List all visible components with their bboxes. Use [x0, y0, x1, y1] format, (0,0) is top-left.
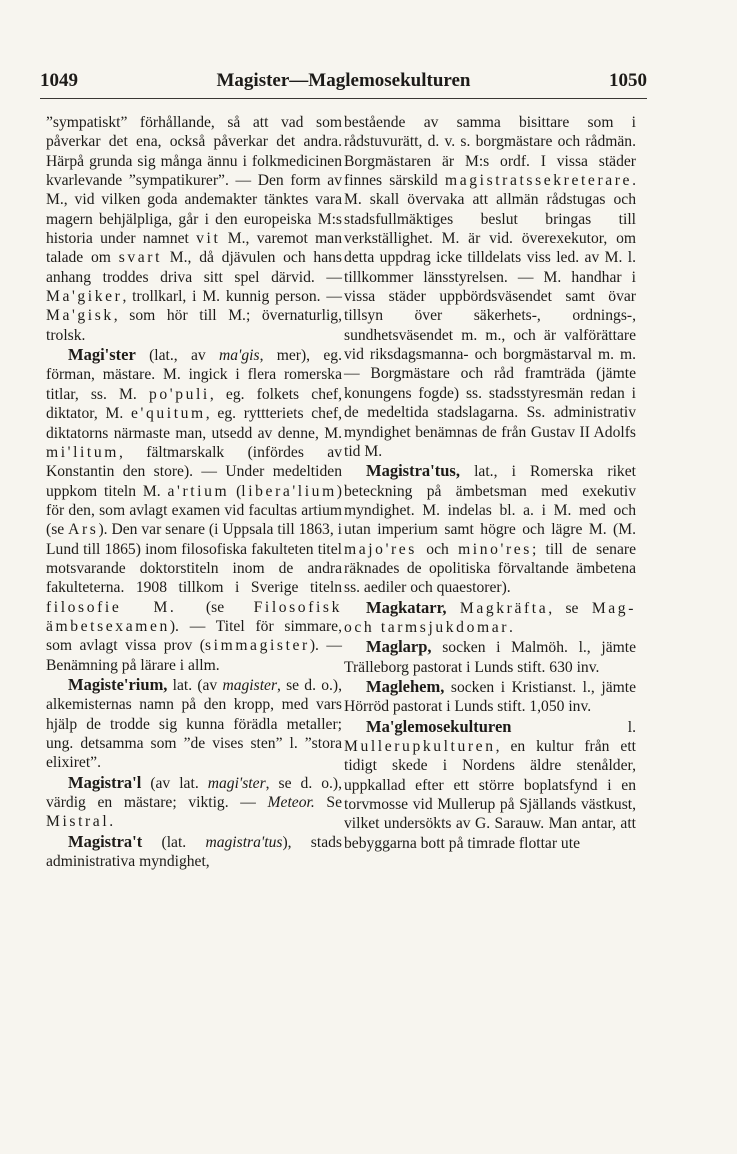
spaced-term: mi'litum: [46, 443, 119, 461]
text: socken i Kristianst. l., jämte Hörröd pastorat i Lunds stift. 1,050 inv.: [344, 678, 636, 716]
spaced-term: Mullerupkulturen: [344, 738, 496, 755]
text: , se d. o.), alkemisternas namn på den kropp, med vars hjälp de trodde sig kunna förädla metaller; ung. detsamma som ”de vises sten” l. ”stora elixiret”.: [46, 676, 342, 772]
entry-magisterium: [46, 675, 342, 773]
headword: Maglarp,: [366, 637, 432, 657]
entry-magkatarr: [344, 598, 636, 638]
entry-magistratus: [344, 461, 636, 597]
italic-term: Meteor.: [267, 794, 315, 812]
spaced-term: simmagister: [205, 637, 310, 655]
text: M., då djävulen och hans anhang troddes driva sitt spel därvid. —: [46, 249, 342, 286]
text: , fältmarskalk (infördes av Konstantin den store). — Under medeltiden uppkom titeln M.: [46, 443, 342, 500]
entry-magistrat-continuation: [344, 113, 636, 461]
spaced-term: magistratssekreterare: [445, 172, 633, 190]
headword: Magistra't: [68, 831, 143, 851]
text: [447, 600, 460, 617]
running-header: [40, 70, 647, 94]
page-number-left: 1049: [40, 70, 78, 91]
spaced-term: e'quitum: [131, 405, 206, 423]
entry-maglehem: [344, 677, 636, 717]
entry-magistrat: [46, 832, 342, 872]
text: ). — Titel för simmare, som avlagt vissa prov (: [46, 617, 342, 655]
text: .: [109, 813, 114, 831]
spaced-term: libera'lium: [241, 482, 337, 500]
spaced-term: Filosofisk ämbetsexamen: [46, 598, 342, 635]
text: (av lat.: [141, 774, 208, 792]
entry-magi-continuation: [46, 113, 342, 345]
text: .: [509, 618, 513, 636]
headword: Magi'ster: [68, 345, 136, 365]
spaced-term: Mistral: [46, 813, 110, 831]
headword: Magkatarr,: [366, 597, 447, 617]
text: , trollkarl, i M. kunnig person. —: [122, 288, 342, 306]
italic-term: magi'ster: [207, 774, 266, 792]
text: ) för den, som avlagt examen vid facultas artium (se: [46, 482, 342, 539]
italic-term: magistra'tus: [205, 833, 283, 851]
text: , som hör till M.; övernaturlig, trolsk.: [46, 307, 342, 344]
spaced-term: svart: [118, 249, 162, 267]
page-number-right: 1050: [609, 70, 647, 91]
text: . M. skall övervaka att allmän rådstugas och stadsfullmäktiges beslut bringas till verkställighet. M. är vid. överexekutor, om detta uppdrag icke tilldelats viss led. av M. l. tillkommer länsstyrelsen. — M. handhar i vissa städer uppbördsväsendet samt övar tillsyn över säkerhets-, ordnings-, sundhetsväsendet m. m., och är valförättare vid riksdagsmanna- och borgmästarval m. m. — Borgmästare och råd framträda (jämte konungens fogde) ss. stadsstyresmän redan i de medeltida stadslagarna. Ss. administrativ myndighet benämnas de från Gustav II Adolfs tid M.: [344, 172, 636, 460]
text: och: [416, 540, 459, 558]
spaced-term: mino'res: [458, 540, 532, 558]
text: lat. (av: [167, 676, 223, 694]
italic-term: ma'gis: [218, 347, 260, 365]
text: , se: [548, 599, 592, 617]
text: ), stads administrativa myndighet,: [46, 833, 342, 871]
text: , mer), eg. förman, mästare. M. ingick i flera romerska titlar, ss. M.: [46, 347, 342, 403]
italic-term: magister: [222, 676, 278, 694]
spaced-term: Ma'gisk: [46, 307, 114, 325]
entry-magister: [46, 345, 342, 675]
text: (: [229, 482, 242, 500]
entry-magistral: [46, 773, 342, 832]
text: , eg. ryttteriets chef, diktatorns närmaste man, utsedd av denne, M.: [46, 405, 342, 442]
spaced-term: vit: [196, 230, 221, 248]
headword: Ma'glemosekulturen: [366, 716, 512, 736]
text: , en kultur från ett tidigt skede i Nordens äldre stenålder, uppkallad efter ett större boplatsfynd i en torvmosse vid Mullerup på Själlands västkust, vilket undersökts av G. Sarauw. Man antar, att bebyggarna bott på timrade flottar ute: [344, 738, 636, 852]
headword: Magistra'tus,: [366, 461, 460, 481]
text: ; till de senare räknades de opolitiska förvaltande ämbetena ss. aediler och quaestorer).: [344, 540, 636, 597]
text: , se d. o.), värdig en mästare; viktig. —: [46, 774, 342, 812]
headword: Magistra'l: [68, 772, 142, 792]
headword: Maglehem,: [366, 676, 445, 696]
header-rule: [40, 98, 647, 99]
spaced-term: Ma'giker: [46, 288, 123, 306]
text: lat., i Romerska riket beteckning på ämbetsman med exekutiv myndighet. M. indelas bl. a. i M. med och utan imperium samt högre och lägre M. (M.: [344, 463, 636, 539]
left-column: [46, 113, 342, 1094]
spaced-term: Ars: [68, 521, 99, 539]
right-column: [344, 113, 636, 1094]
spaced-term: a'rtium: [167, 482, 230, 500]
text: ). — Benämning på lärare i allm.: [46, 637, 342, 674]
text: Se: [314, 794, 342, 812]
text: ”sympatiskt” förhållande, så att vad som påverkar det ena, också påverkar det andra. Härpå grunda sig många ännu i folkmedicinen kvarlevande ”sympatikurer”. — Den form av M., vid vilken goda andemakter tänktes vara magern behjälpliga, går i den europeiska M:s historia under namnet: [46, 114, 342, 248]
text: (lat., av: [135, 347, 219, 365]
text: , eg. folkets chef, diktator, M.: [46, 385, 342, 423]
text: (se: [176, 598, 254, 616]
text: bestående av samma bisittare som i rådstuvurätt, d. v. s. borgmästare och rådmän. Borgmästaren är M:s ordf. I vissa städer finnes särskild: [344, 114, 636, 190]
spaced-term: Mag- och tarmsjukdomar: [344, 599, 636, 636]
entry-maglarp: [344, 637, 636, 677]
text: (lat.: [142, 833, 206, 851]
text: socken i Malmöh. l., jämte Trälleborg pastorat i Lunds stift. 630 inv.: [344, 639, 636, 676]
text: ). Den var senare (i Uppsala till 1863, i Lund till 1865) inom filosofiska fakulteten titel motsvarande doktorstiteln inom de andra fakulteterna. 1908 tillkom i Sverige titeln: [46, 521, 342, 597]
text: l.: [511, 718, 636, 736]
spaced-term: filosofie M.: [46, 598, 177, 616]
text: M., varemot man talade om: [46, 230, 342, 267]
spaced-term: po'puli: [148, 385, 210, 403]
spaced-term: Magkräfta: [459, 599, 549, 617]
running-title: Magister—Maglemosekulturen: [216, 70, 471, 91]
entry-maglemosekulturen: [344, 717, 636, 853]
spaced-term: majo'res: [344, 540, 417, 558]
headword: Magiste'rium,: [68, 674, 168, 694]
